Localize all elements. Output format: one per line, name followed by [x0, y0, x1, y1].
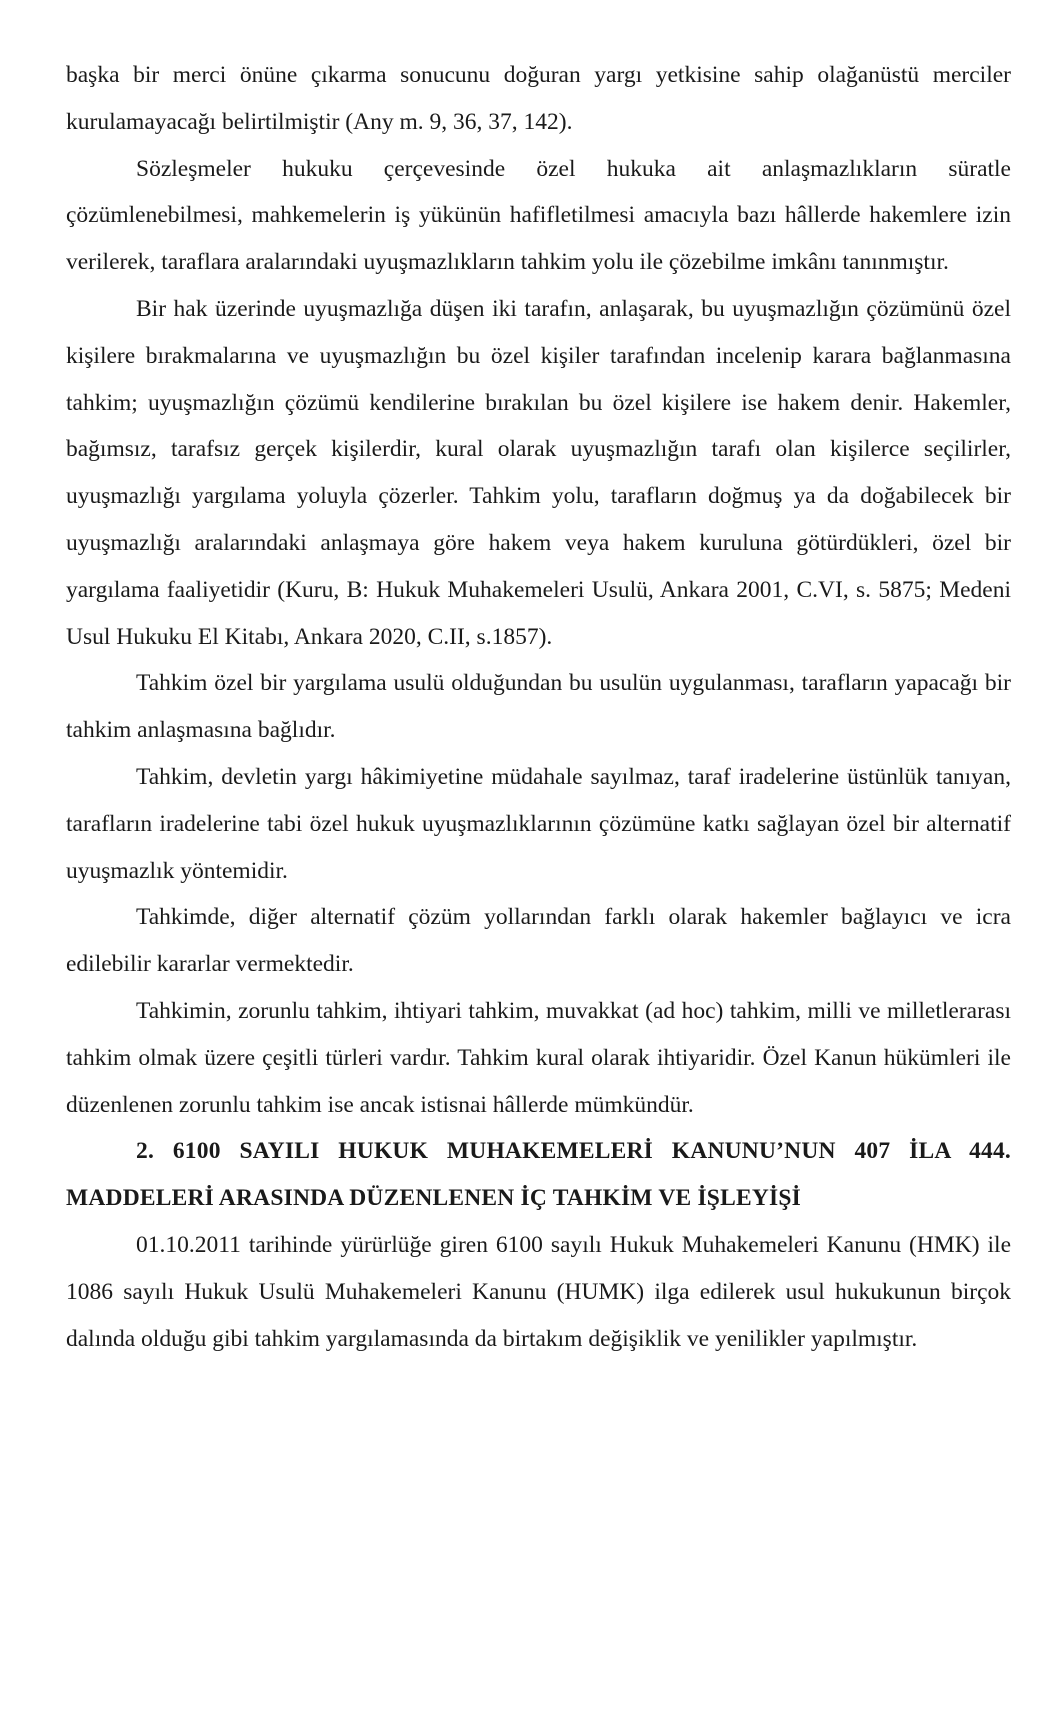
- paragraph: Bir hak üzerinde uyuşmazlığa düşen iki tarafın, anlaşarak, bu uyuşmazlığın çözümünü özel kişilere bırakmalarına ve uyuşmazlığın bu özel kişiler tarafından incelenip karara bağlanmasına tahkim; uyuşmazlığın çözümü kendilerine bırakılan bu özel kişilere ise hakem denir. Hakemler, bağımsız, tarafsız gerçek kişilerdir, kural olarak uyuşmazlığın tarafı olan kişilerce seçilirler, uyuşmazlığı yargılama yoluyla çözerler. Tahkim yolu, tarafların doğmuş ya da doğabilecek bir uyuşmazlığı aralarındaki anlaşmaya göre hakem veya hakem kuruluna götürdükleri, özel bir yargılama faaliyetidir (Kuru, B: Hukuk Muhakemeleri Usulü, Ankara 2001, C.VI, s. 5875; Medeni Usul Hukuku El Kitabı, Ankara 2020, C.II, s.1857).: [66, 295, 1011, 650]
- paragraph: Sözleşmeler hukuku çerçevesinde özel hukuka ait anlaşmazlıkların süratle çözümlenebilmesi, mahkemelerin iş yükünün hafifletilmesi amacıyla bazı hâllerde hakemlere izin verilerek, taraflara aralarındaki uyuşmazlıkların tahkim yolu ile çözebilme imkânı tanınmıştır.: [66, 155, 1011, 276]
- paragraph-continuation: başka bir merci önüne çıkarma sonucunu doğuran yargı yetkisine sahip olağanüstü merciler kurulamayacağı belirtilmiştir (Any m. 9, 36, 37, 142).: [66, 62, 1011, 135]
- paragraph: Tahkimin, zorunlu tahkim, ihtiyari tahkim, muvakkat (ad hoc) tahkim, milli ve milletlerarası tahkim olmak üzere çeşitli türleri vardır. Tahkim kural olarak ihtiyaridir. Özel Kanun hükümleri ile düzenlenen zorunlu tahkim ise ancak istisnai hâllerde mümkündür.: [66, 997, 1011, 1118]
- section-heading: 2. 6100 SAYILI HUKUK MUHAKEMELERİ KANUNU’NUN 407 İLA 444. MADDELERİ ARASINDA DÜZENLENEN İÇ TAHKİM VE İŞLEYİŞİ: [66, 1138, 1011, 1212]
- paragraph: 01.10.2011 tarihinde yürürlüğe giren 6100 sayılı Hukuk Muhakemeleri Kanunu (HMK) ile 1086 sayılı Hukuk Usulü Muhakemeleri Kanunu (HUMK) ilga edilerek usul hukukunun birçok dalında olduğu gibi tahkim yargılamasında da birtakım değişiklik ve yenilikler yapılmıştır.: [66, 1231, 1011, 1352]
- paragraph: Tahkim özel bir yargılama usulü olduğundan bu usulün uygulanması, tarafların yapacağı bir tahkim anlaşmasına bağlıdır.: [66, 670, 1011, 744]
- document-page: [66, 52, 1011, 1362]
- paragraph: Tahkim, devletin yargı hâkimiyetine müdahale sayılmaz, taraf iradelerine üstünlük tanıyan, tarafların iradelerine tabi özel hukuk uyuşmazlıklarının çözümüne katkı sağlayan özel bir alternatif uyuşmazlık yöntemidir.: [66, 763, 1011, 884]
- paragraph: Tahkimde, diğer alternatif çözüm yollarından farklı olarak hakemler bağlayıcı ve icra edilebilir kararlar vermektedir.: [66, 904, 1011, 978]
